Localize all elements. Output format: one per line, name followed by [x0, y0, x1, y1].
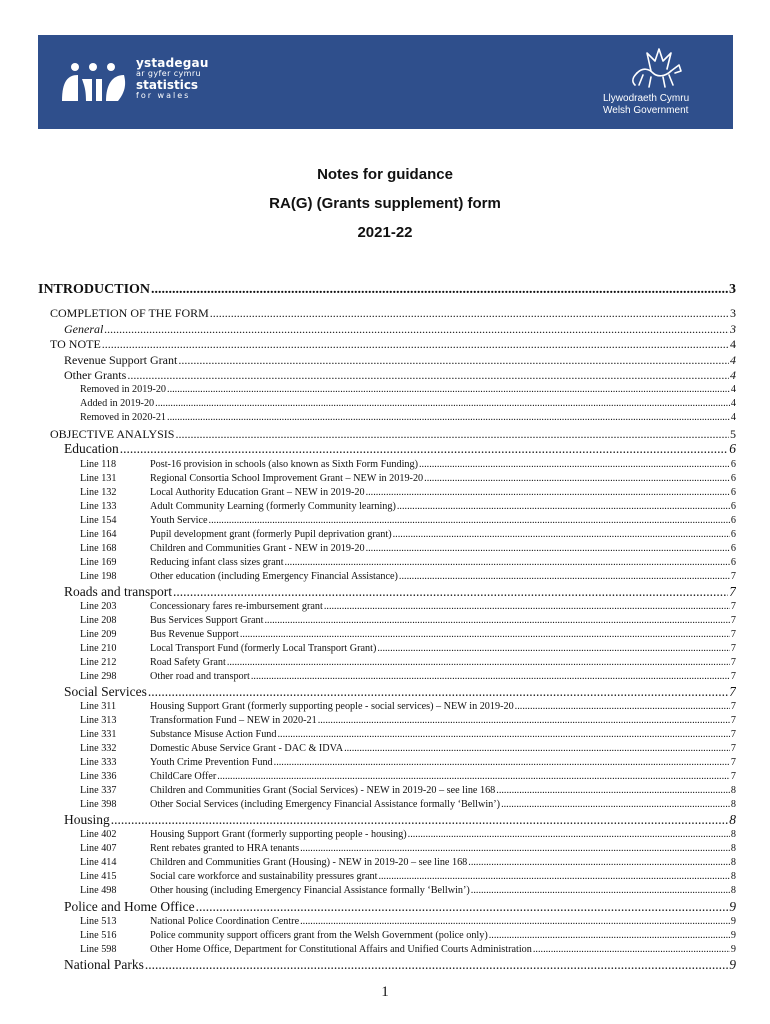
toc-line-entry[interactable] — [80, 459, 736, 470]
gov-name-welsh: Llywodraeth Cymru — [603, 93, 690, 104]
toc-line-entry[interactable] — [80, 916, 736, 927]
toc-entry-label: Social Services — [64, 684, 147, 699]
statistics-for-wales-logo — [58, 55, 258, 109]
toc-line-code: Line 402 — [80, 829, 117, 840]
toc-line-code: Line 203 — [80, 601, 117, 612]
toc-line-entry[interactable] — [80, 799, 736, 810]
toc-entry-removed-2020-21[interactable] — [80, 412, 736, 423]
toc-entry-label: Removed in 2019-20 — [80, 384, 167, 395]
toc-line-code: Line 198 — [80, 571, 117, 582]
toc-line-entry[interactable] — [80, 571, 736, 582]
toc-entry-label: National Police Coordination Centre — [150, 916, 300, 927]
toc-entry-page: 8 — [730, 885, 736, 896]
toc-entry-label: COMPLETION OF THE FORM — [50, 306, 209, 320]
toc-line-code: Line 118 — [80, 459, 117, 470]
toc-entry-other-grants[interactable] — [64, 368, 736, 383]
toc-line-entry[interactable] — [80, 473, 736, 484]
toc-line-entry[interactable] — [80, 930, 736, 941]
toc-line-code: Line 407 — [80, 843, 117, 854]
toc-entry-label: Other Social Services (including Emergency Financial Assistance formally ‘Bellwin’) — [150, 799, 501, 810]
toc-entry-page: 7 — [730, 629, 736, 640]
toc-entry-label: Roads and transport — [64, 584, 172, 599]
toc-entry-label: Children and Communities Grant - NEW in 2019-20 — [150, 543, 365, 554]
toc-line-code: Line 210 — [80, 643, 117, 654]
toc-line-entry[interactable] — [80, 529, 736, 540]
toc-section-education[interactable] — [64, 441, 736, 457]
toc-line-code: Line 516 — [80, 930, 117, 941]
toc-entry-label: Other Grants — [64, 368, 127, 382]
toc-section-roads-and-transport[interactable] — [64, 584, 736, 600]
toc-entry-page: 7 — [730, 571, 736, 582]
toc-line-code: Line 209 — [80, 629, 117, 640]
toc-entry-label: Social care workforce and sustainability pressures grant — [150, 871, 378, 882]
toc-entry-label: Domestic Abuse Service Grant - DAC & IDVA — [150, 743, 344, 754]
toc-entry-page: 9 — [730, 944, 736, 955]
page-number: 1 — [381, 984, 389, 1000]
toc-line-code: Line 133 — [80, 501, 117, 512]
toc-line-code: Line 598 — [80, 944, 117, 955]
toc-entry-introduction[interactable] — [38, 282, 736, 298]
toc-entry-general[interactable] — [64, 322, 736, 337]
toc-entry-label: Pupil development grant (formerly Pupil deprivation grant) — [150, 529, 392, 540]
toc-entry-label: Concessionary fares re-imbursement grant — [150, 601, 323, 612]
toc-entry-label: Housing Support Grant (formerly supporting people - social services) – NEW in 2019-20 — [150, 701, 514, 712]
header-banner — [38, 35, 733, 129]
toc-entry-label: Other education (including Emergency Financial Assistance) — [150, 571, 398, 582]
document-title: Notes for guidance — [317, 166, 453, 183]
toc-line-code: Line 132 — [80, 487, 117, 498]
toc-entry-page: 7 — [730, 729, 736, 740]
toc-entry-page: 3 — [730, 306, 736, 320]
gov-name-english: Welsh Government — [603, 105, 689, 116]
toc-entry-label: Substance Misuse Action Fund — [150, 729, 277, 740]
toc-section-housing[interactable] — [64, 812, 736, 828]
toc-entry-page: 6 — [730, 529, 736, 540]
toc-entry-page: 6 — [730, 543, 736, 554]
toc-entry-label: Added in 2019-20 — [80, 398, 155, 409]
toc-line-entry[interactable] — [80, 885, 736, 896]
toc-entry-label: Local Transport Fund (formerly Local Transport Grant) — [150, 643, 377, 654]
toc-line-entry[interactable] — [80, 771, 736, 782]
toc-entry-label: OBJECTIVE ANALYSIS — [50, 427, 175, 441]
toc-entry-page: 8 — [730, 871, 736, 882]
toc-entry-page: 9 — [730, 930, 736, 941]
toc-entry-label: Post-16 provision in schools (also known as Sixth Form Funding) — [150, 459, 418, 470]
toc-entry-page: 4 — [730, 353, 736, 367]
toc-entry-page: 6 — [730, 459, 736, 470]
toc-entry-label: Transformation Fund – NEW in 2020-21 — [150, 715, 317, 726]
toc-entry-label: General — [64, 322, 104, 336]
toc-entry-page: 9 — [729, 957, 736, 972]
document-titles — [0, 160, 770, 247]
toc-entry-page: 7 — [729, 684, 736, 699]
toc-entry-revenue-support-grant[interactable] — [64, 353, 736, 368]
toc-entry-label: Road Safety Grant — [150, 657, 226, 668]
toc-entry-page: 9 — [729, 899, 736, 914]
toc-entry-label: Regional Consortia School Improvement Grant – NEW in 2019-20 — [150, 473, 424, 484]
welsh-dragon-icon — [629, 43, 685, 91]
toc-line-code: Line 164 — [80, 529, 117, 540]
toc-line-entry[interactable] — [80, 615, 736, 626]
toc-entry-label: Local Authority Education Grant – NEW in 2019-20 — [150, 487, 365, 498]
toc-entry-page: 3 — [730, 322, 736, 336]
toc-entry-label: Children and Communities Grant (Housing) - NEW in 2019-20 – see line 168 — [150, 857, 468, 868]
toc-entry-page: 8 — [729, 812, 736, 827]
toc-line-entry[interactable] — [80, 743, 736, 754]
toc-entry-label: Housing — [64, 812, 110, 827]
toc-line-entry[interactable] — [80, 857, 736, 868]
toc-line-entry[interactable] — [80, 657, 736, 668]
toc-line-code: Line 313 — [80, 715, 117, 726]
toc-entry-page: 4 — [730, 398, 736, 409]
toc-entry-label: Bus Services Support Grant — [150, 615, 264, 626]
logo-text-for-wales: for wales — [136, 91, 191, 100]
document-year: 2021-22 — [357, 224, 413, 241]
toc-line-code: Line 168 — [80, 543, 117, 554]
toc-entry-label: TO NOTE — [50, 337, 101, 351]
toc-line-code: Line 131 — [80, 473, 117, 484]
toc-line-code: Line 333 — [80, 757, 117, 768]
toc-entry-objective-analysis[interactable] — [50, 427, 736, 442]
toc-line-code: Line 298 — [80, 671, 117, 682]
toc-entry-page: 7 — [730, 715, 736, 726]
toc-entry-label: Other Home Office, Department for Constitutional Affairs and Unified Courts Administration — [150, 944, 532, 955]
toc-line-entry[interactable] — [80, 871, 736, 882]
toc-line-code: Line 337 — [80, 785, 117, 796]
toc-line-code: Line 398 — [80, 799, 117, 810]
toc-line-entry[interactable] — [80, 757, 736, 768]
toc-line-entry[interactable] — [80, 843, 736, 854]
toc-line-code: Line 498 — [80, 885, 117, 896]
toc-line-entry[interactable] — [80, 944, 736, 955]
toc-entry-page: 8 — [730, 785, 736, 796]
toc-entry-page: 4 — [730, 412, 736, 423]
toc-entry-label: Other housing (including Emergency Financial Assistance formally ‘Bellwin’) — [150, 885, 470, 896]
toc-entry-label: ChildCare Offer — [150, 771, 217, 782]
toc-section-social-services[interactable] — [64, 684, 736, 700]
toc-line-code: Line 169 — [80, 557, 117, 568]
toc-line-code: Line 331 — [80, 729, 117, 740]
statistics-logo-mark-icon — [58, 57, 130, 105]
toc-entry-label: Children and Communities Grant (Social Services) - NEW in 2019-20 – see line 168 — [150, 785, 496, 796]
toc-entry-page: 8 — [730, 829, 736, 840]
toc-entry-page: 7 — [730, 671, 736, 682]
toc-entry-page: 8 — [730, 857, 736, 868]
toc-entry-removed-2019-20[interactable] — [80, 384, 736, 395]
toc-line-entry[interactable] — [80, 829, 736, 840]
toc-line-code: Line 332 — [80, 743, 117, 754]
toc-entry-label: Bus Revenue Support — [150, 629, 239, 640]
toc-entry-page: 4 — [730, 337, 736, 351]
toc-entry-page: 7 — [730, 657, 736, 668]
toc-entry-label: Other road and transport — [150, 671, 250, 682]
toc-entry-page: 5 — [730, 427, 736, 441]
toc-line-code: Line 513 — [80, 916, 117, 927]
toc-line-entry[interactable] — [80, 715, 736, 726]
toc-entry-page: 6 — [730, 487, 736, 498]
toc-section-police-and-home-office[interactable] — [64, 899, 736, 915]
toc-line-entry[interactable] — [80, 487, 736, 498]
toc-entry-label: Rent rebates granted to HRA tenants — [150, 843, 300, 854]
toc-line-entry[interactable] — [80, 671, 736, 682]
toc-line-entry[interactable] — [80, 701, 736, 712]
toc-entry-label: National Parks — [64, 957, 144, 972]
toc-entry-label: INTRODUCTION — [38, 282, 151, 297]
toc-entry-page: 7 — [730, 743, 736, 754]
toc-entry-label: Adult Community Learning (formerly Community learning) — [150, 501, 396, 512]
toc-entry-page: 9 — [730, 916, 736, 927]
toc-entry-page: 6 — [730, 501, 736, 512]
toc-entry-label: Youth Service — [150, 515, 208, 526]
toc-entry-label: Police and Home Office — [64, 899, 195, 914]
toc-entry-page: 7 — [730, 643, 736, 654]
toc-line-code: Line 311 — [80, 701, 117, 712]
toc-entry-page: 8 — [730, 799, 736, 810]
toc-entry-page: 7 — [730, 757, 736, 768]
toc-line-code: Line 415 — [80, 871, 117, 882]
toc-section-national-parks[interactable] — [64, 957, 736, 973]
toc-entry-page: 6 — [730, 557, 736, 568]
toc-entry-page: 7 — [729, 584, 736, 599]
logo-text-statistics: statistics — [136, 78, 199, 92]
toc-line-code: Line 414 — [80, 857, 117, 868]
toc-entry-page: 7 — [730, 771, 736, 782]
toc-entry-label: Revenue Support Grant — [64, 353, 178, 367]
toc-entry-label: Housing Support Grant (formerly supporting people - housing) — [150, 829, 407, 840]
document-subtitle: RA(G) (Grants supplement) form — [269, 195, 501, 212]
toc-line-entry[interactable] — [80, 557, 736, 568]
toc-entry-label: Education — [64, 441, 119, 456]
toc-entry-page: 7 — [730, 701, 736, 712]
toc-entry-page: 7 — [730, 615, 736, 626]
toc-entry-page: 7 — [730, 601, 736, 612]
toc-entry-to-note[interactable] — [50, 337, 736, 352]
toc-entry-page: 8 — [730, 843, 736, 854]
toc-entry-page: 6 — [730, 515, 736, 526]
toc-entry-label: Reducing infant class sizes grant — [150, 557, 284, 568]
toc-entry-label: Police community support officers grant from the Welsh Government (police only) — [150, 930, 488, 941]
logo-text-ystadegau: ystadegau — [136, 56, 209, 70]
toc-entry-page: 3 — [729, 282, 736, 297]
toc-entry-page: 4 — [730, 384, 736, 395]
toc-line-entry[interactable] — [80, 543, 736, 554]
toc-line-entry[interactable] — [80, 729, 736, 740]
toc-line-entry[interactable] — [80, 629, 736, 640]
toc-line-entry[interactable] — [80, 601, 736, 612]
toc-line-code: Line 208 — [80, 615, 117, 626]
toc-entry-added-2019-20[interactable] — [80, 398, 736, 409]
welsh-government-logo — [603, 43, 713, 123]
toc-line-entry[interactable] — [80, 643, 736, 654]
logo-text-ar-gyfer-cymru: ar gyfer cymru — [136, 69, 202, 78]
toc-entry-completion-of-the-form[interactable] — [50, 306, 736, 321]
toc-entry-label: Youth Crime Prevention Fund — [150, 757, 273, 768]
toc-line-entry[interactable] — [80, 501, 736, 512]
toc-line-code: Line 154 — [80, 515, 117, 526]
toc-line-entry[interactable] — [80, 785, 736, 796]
toc-line-code: Line 336 — [80, 771, 117, 782]
toc-entry-page: 6 — [729, 441, 736, 456]
toc-entry-label: Removed in 2020-21 — [80, 412, 167, 423]
toc-line-code: Line 212 — [80, 657, 117, 668]
toc-entry-page: 6 — [730, 473, 736, 484]
toc-line-entry[interactable] — [80, 515, 736, 526]
toc-entry-page: 4 — [730, 368, 736, 382]
